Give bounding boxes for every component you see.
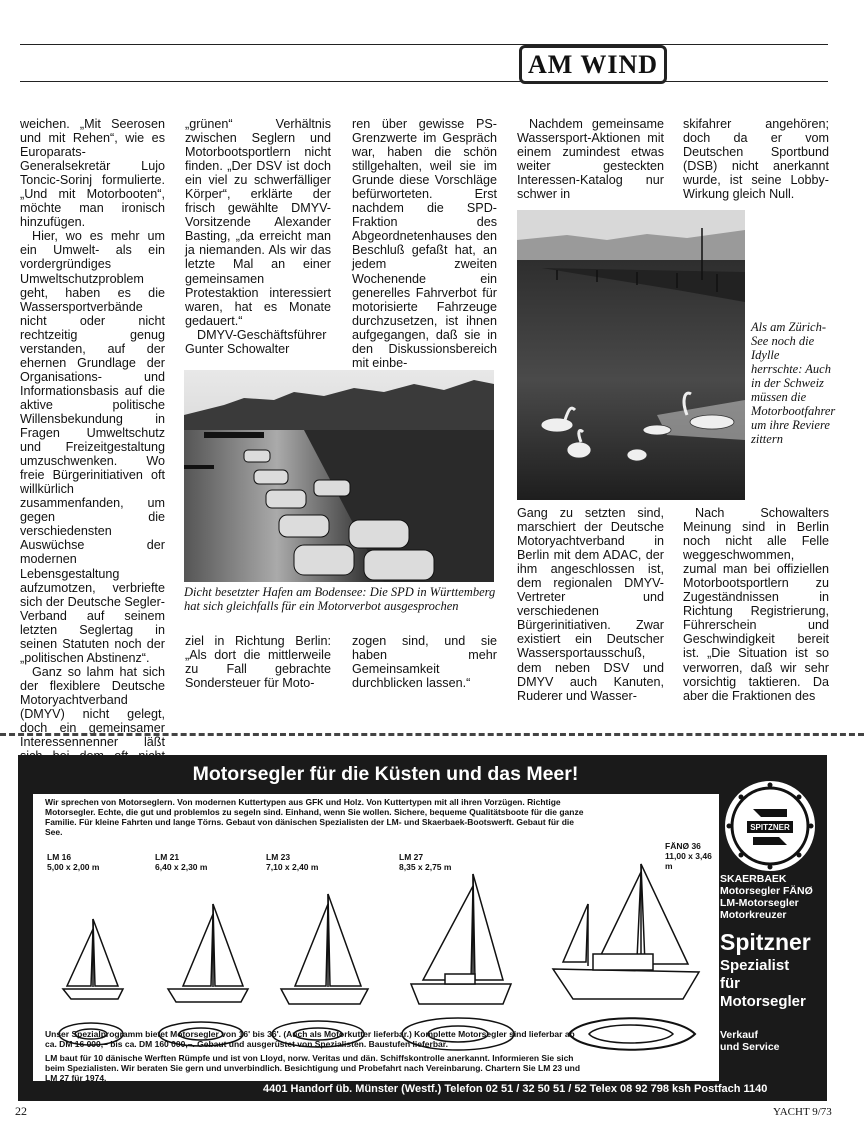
lake-caption: Als am Zürich-See noch die Idylle herrschte: Auch in der Schweiz müssen die Motorbootfahrer um ihre Reviere zittern xyxy=(751,320,836,446)
article-column-2 xyxy=(185,117,331,357)
right-list-item: Motorkreuzer xyxy=(720,909,787,921)
paragraph: Hier, wo es mehr um ein Umwelt- als ein vordergründiges Umweltschutzproblem geht, haben es die Wassersportverbände nicht oder nicht rechtzeitig genug verstanden, auf der ehernen Grundlage der Organisations- und Informationsbasis auf die aktive politische Willensbekundung in Fragen Umweltschutz und Freizeitgestaltung umzuschwenken. Wo freie Bürgerinitiativen oft willkürlich zusammenfanden, um gegen die verschiedensten Auswüchse der modernen Lebensgestaltung aufzumotzen, verbriefte sich der Deutsche Segler-Verband auf seinem letzten Seglertag in seinen Statuten noch der „politischen Abstinenz“. xyxy=(20,229,165,665)
harbor-photo xyxy=(184,370,494,582)
ad-right-panel xyxy=(720,873,813,1053)
ad-address: 4401 Handorf üb. Münster (Westf.) Telefon 02 51 / 32 50 51 / 52 Telex 08 92 798 ksh Postfach 1140 xyxy=(263,1083,768,1095)
article-column-9 xyxy=(683,506,829,703)
boat-size: 8,35 x 2,75 m xyxy=(399,862,452,872)
boat-name: LM 27 xyxy=(399,852,424,862)
ad-title: Motorsegler für die Küsten und das Meer! xyxy=(192,763,579,785)
advertisement xyxy=(18,755,827,1101)
lake-photo xyxy=(517,210,745,500)
boat-name: LM 23 xyxy=(266,852,291,862)
ad-lm-info: LM baut für 10 dänische Werften Rümpfe und ist von Lloyd, norw. Veritas und dän. Schiffskontrolle anerkannt. Informieren Sie sich beim Spezialisten. Wir beraten Sie gern und unverbindlich. Besichtigung und Probefahrt nach Vereinbarung. Chartern Sie LM 23 und LM 27 für 1974. xyxy=(45,1053,581,1083)
boat-name: FÄNØ 36 xyxy=(665,841,701,851)
ad-separator xyxy=(0,733,864,736)
right-list-item: SKAERBAEK xyxy=(720,873,787,885)
tagline-line: Motorsegler xyxy=(720,993,806,1010)
service-line: Verkauf xyxy=(720,1029,758,1041)
brand-name: Spitzner xyxy=(720,929,811,955)
boat-size: 5,00 x 2,00 m xyxy=(47,862,100,872)
right-list-item: Motorsegler FÄNØ xyxy=(720,885,813,897)
paragraph: DMYV-Geschäftsführer Gunter Schowalter xyxy=(185,327,327,356)
article-column-1 xyxy=(20,117,165,750)
paragraph: Nachdem gemeinsame Wassersport-Aktionen mit einem zumindest etwas weiter gesteckten Interessen-Katalog nur schwer in xyxy=(517,117,664,202)
section-stamp: AM WIND xyxy=(519,45,667,84)
paragraph: skifahrer angehören; doch da er vom Deutschen Sportbund (DSB) nicht anerkannt wurde, ist seine Lobby-Wirkung gleich Null. xyxy=(683,117,829,202)
article-column-7 xyxy=(352,634,497,691)
paragraph: Nach Schowalters Meinung sind in Berlin noch nicht alle Felle weggeschwommen, zumal man bei offiziellen Motorbootsportlern zu Zugeständnissen in Richtung Registrierung, Führerschein und Geschwindigkeit bereit ist. „Die Situation ist so verworren, daß wir sehr vorsichtig taktieren. Da aber die Fraktionen des xyxy=(683,506,829,703)
tagline-line: Spezialist xyxy=(720,957,790,974)
boat-name: LM 16 xyxy=(47,852,72,862)
article-column-8 xyxy=(517,506,664,703)
article-column-5 xyxy=(683,117,829,201)
paragraph: weichen. „Mit Seerosen und mit Rehen“, wie es Europarats-Generalsekretär Lujo Toncic-Sorinj formulierte. „Und mit Motorbooten“, möchte man ironisch hinzufügen. xyxy=(20,117,165,230)
paragraph: zogen sind, und sie haben mehr Gemeinsamkeit durchblicken lassen.“ xyxy=(352,634,497,691)
boat-size: 11,00 x 3,46 m xyxy=(665,851,712,871)
ad-content-box xyxy=(33,794,719,1081)
service-line: und Service xyxy=(720,1041,780,1053)
ad-intro: Wir sprechen von Motorseglern. Von modernen Kuttertypen aus GFK und Holz. Von Kuttertypen mit all ihren Vorzügen. Richtige Motorsegler. Echte, die gut und problemlos zu segeln sind. Einhand, wenn Sie wollen. Sichere, bequeme Qualitätsboote für die ganze Familie. Für kleine Fahrten und lange Törns. Gebaut von dänischen Spezialisten der LM- und Skaerbaek-Bootswerft. Gebaut für die See. xyxy=(45,797,584,837)
paragraph: ziel in Richtung Berlin: „Als dort die mittlerweile zu Fall gebrachte Sondersteuer für Moto- xyxy=(185,634,331,691)
harbor-caption: Dicht besetzter Hafen am Bodensee: Die SPD in Württemberg hat sich gleichfalls für ein Motorverbot ausgesprochen xyxy=(184,585,496,613)
logo-text: SPITZNER xyxy=(750,823,790,832)
tagline-line: für xyxy=(720,975,740,992)
paragraph: ren über gewisse PS-Grenzwerte im Gespräch war, haben die schön stillgehalten, weil sie im Grunde diese Vorschläge befürworteten. Erst nachdem die SPD-Fraktion des Abgeordnetenhauses den Beschluß gefaßt hat, an jedem zweiten Wochenende ein generelles Fahrverbot für motorisierte Fahrzeuge durchzusetzen, ist ihnen aufgegangen, daß sie in den Diskussionsbereich mit einbe- xyxy=(352,117,497,370)
article-column-4 xyxy=(517,117,664,201)
right-list-item: LM-Motorsegler xyxy=(720,897,799,909)
spitzner-logo xyxy=(723,779,817,873)
page-number: 22 xyxy=(15,1104,27,1118)
header-rule-bottom xyxy=(20,81,828,82)
article-column-3 xyxy=(352,117,497,370)
paragraph: Gang zu setzten sind, marschiert der Deutsche Motoryachtverband in Berlin mit dem ADAC, der ihm angeschlossen ist, dem regionalen DMYV-Vertreter und verschiedenen Bürgerinitiativen. Zwar existiert ein Deutscher Wassersportausschuß, dem neben DSV und DMYV auch Kanuten, Ruderer und Wasser- xyxy=(517,506,664,703)
header-rule-top xyxy=(20,44,828,45)
paragraph: Ganz so lahm hat sich der flexiblere Deutsche Motoryachtverband (DMYV) nicht gelegt, doch ein gemeinsamer Interessennenner läßt xyxy=(20,664,165,750)
boat-size: 7,10 x 2,40 m xyxy=(266,862,319,872)
ad-bottom-text xyxy=(45,1029,585,1083)
boat-size: 6,40 x 2,30 m xyxy=(155,862,208,872)
paragraph: „grünen“ Verhältnis zwischen Seglern und Motorbootsportlern nicht finden. „Der DSV ist doch ein viel zu schwerfälliger Körper“, erklärte der frisch gewählte DMYV-Vorsitzende Alexander Basting, „da erreicht man ja niemanden. Als wir das letzte Mal an einer gemeinsamen Protestaktion interessiert waren, hat es Monate gedauert.“ xyxy=(185,117,331,328)
issue-label: YACHT 9/73 xyxy=(773,1106,832,1118)
article-column-6 xyxy=(185,634,331,691)
boat-name: LM 21 xyxy=(155,852,180,862)
ad-program-text: Unser Spezialprogramm bietet Motorsegler von 16' bis 36'. (Auch als Motorkutter lieferbar.) Komplette Motorsegler sind lieferbar ab ca. DM 16 000,– bis ca. DM 160 000,–. Gebaut und ausgerüstet von Spezialisten. Baustufen lieferbar. xyxy=(45,1029,575,1049)
